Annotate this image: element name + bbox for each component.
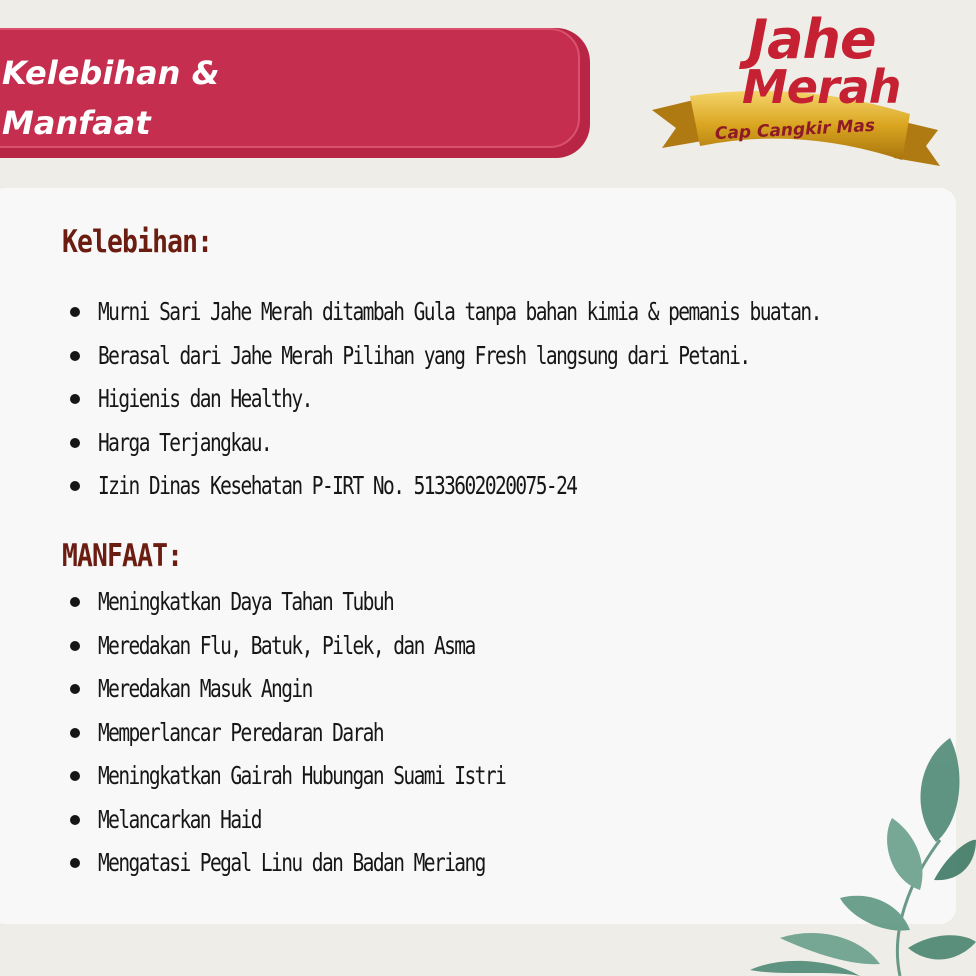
bullet-icon bbox=[70, 394, 80, 404]
bullet-icon bbox=[70, 597, 80, 607]
logo-tagline: Cap Cangkir Mas bbox=[714, 115, 876, 145]
bullet-icon bbox=[70, 815, 80, 825]
bullet-icon bbox=[70, 307, 80, 317]
bullet-icon bbox=[70, 858, 80, 868]
bullet-icon bbox=[70, 351, 80, 361]
page-title-line2: Manfaat bbox=[2, 104, 151, 142]
leaves-decoration-icon bbox=[740, 730, 976, 976]
manfaat-heading: MANFAAT: bbox=[62, 538, 183, 574]
bullet-icon bbox=[70, 438, 80, 448]
bullet-icon bbox=[70, 728, 80, 738]
bullet-icon bbox=[70, 641, 80, 651]
kelebihan-heading: Kelebihan: bbox=[62, 224, 213, 260]
page-title bbox=[2, 48, 302, 148]
logo-word-merah: Merah bbox=[742, 60, 901, 114]
brand-logo bbox=[650, 8, 950, 178]
bullet-icon bbox=[70, 771, 80, 781]
page-title-line1: Kelebihan & bbox=[2, 54, 220, 92]
logo-word-jahe: Jahe bbox=[748, 8, 876, 71]
header-banner-inner bbox=[0, 28, 580, 148]
header-banner bbox=[0, 28, 590, 158]
bullet-icon bbox=[70, 684, 80, 694]
bullet-icon bbox=[70, 481, 80, 491]
